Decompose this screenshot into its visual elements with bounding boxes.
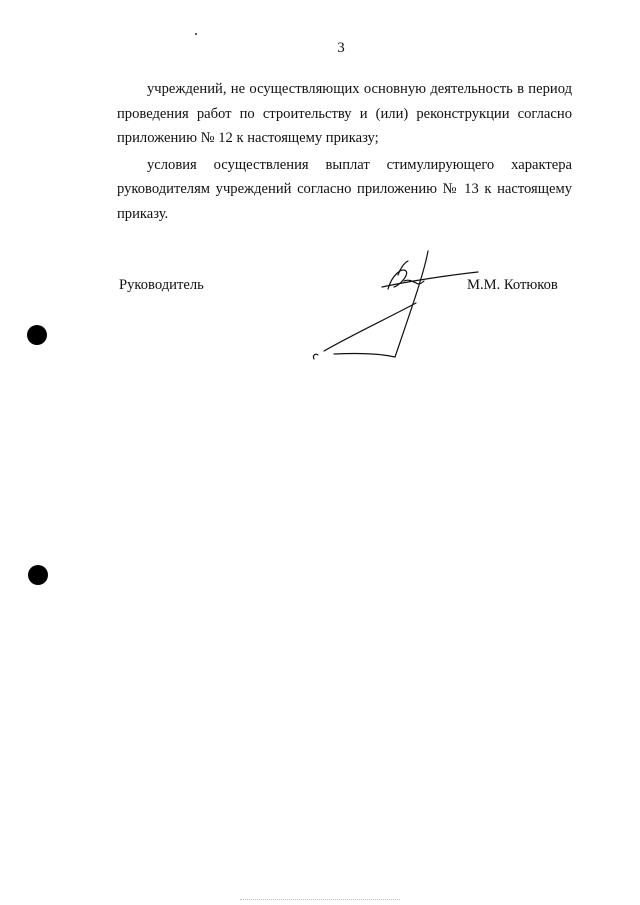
document-body — [117, 77, 572, 226]
handwritten-signature — [300, 245, 490, 370]
binder-hole-upper — [27, 325, 47, 345]
binder-hole-lower — [28, 565, 48, 585]
page-number: 3 — [337, 40, 345, 56]
signer-name: М.М. Котюков — [467, 277, 558, 293]
body-paragraph-continuation: учреждений, не осуществляющих основную деятельность в период проведения работ по строительству и (или) реконструкции согласно приложению № 12 к настоящему приказу; — [117, 81, 572, 146]
body-paragraph-incentive-payments: условия осуществления выплат стимулирующего характера руководителям учреждений согласно приложению № 13 к настоящему приказу. — [117, 156, 572, 222]
scan-speck — [195, 33, 197, 35]
signer-title: Руководитель — [119, 277, 204, 293]
page-bottom-edge — [240, 899, 400, 900]
